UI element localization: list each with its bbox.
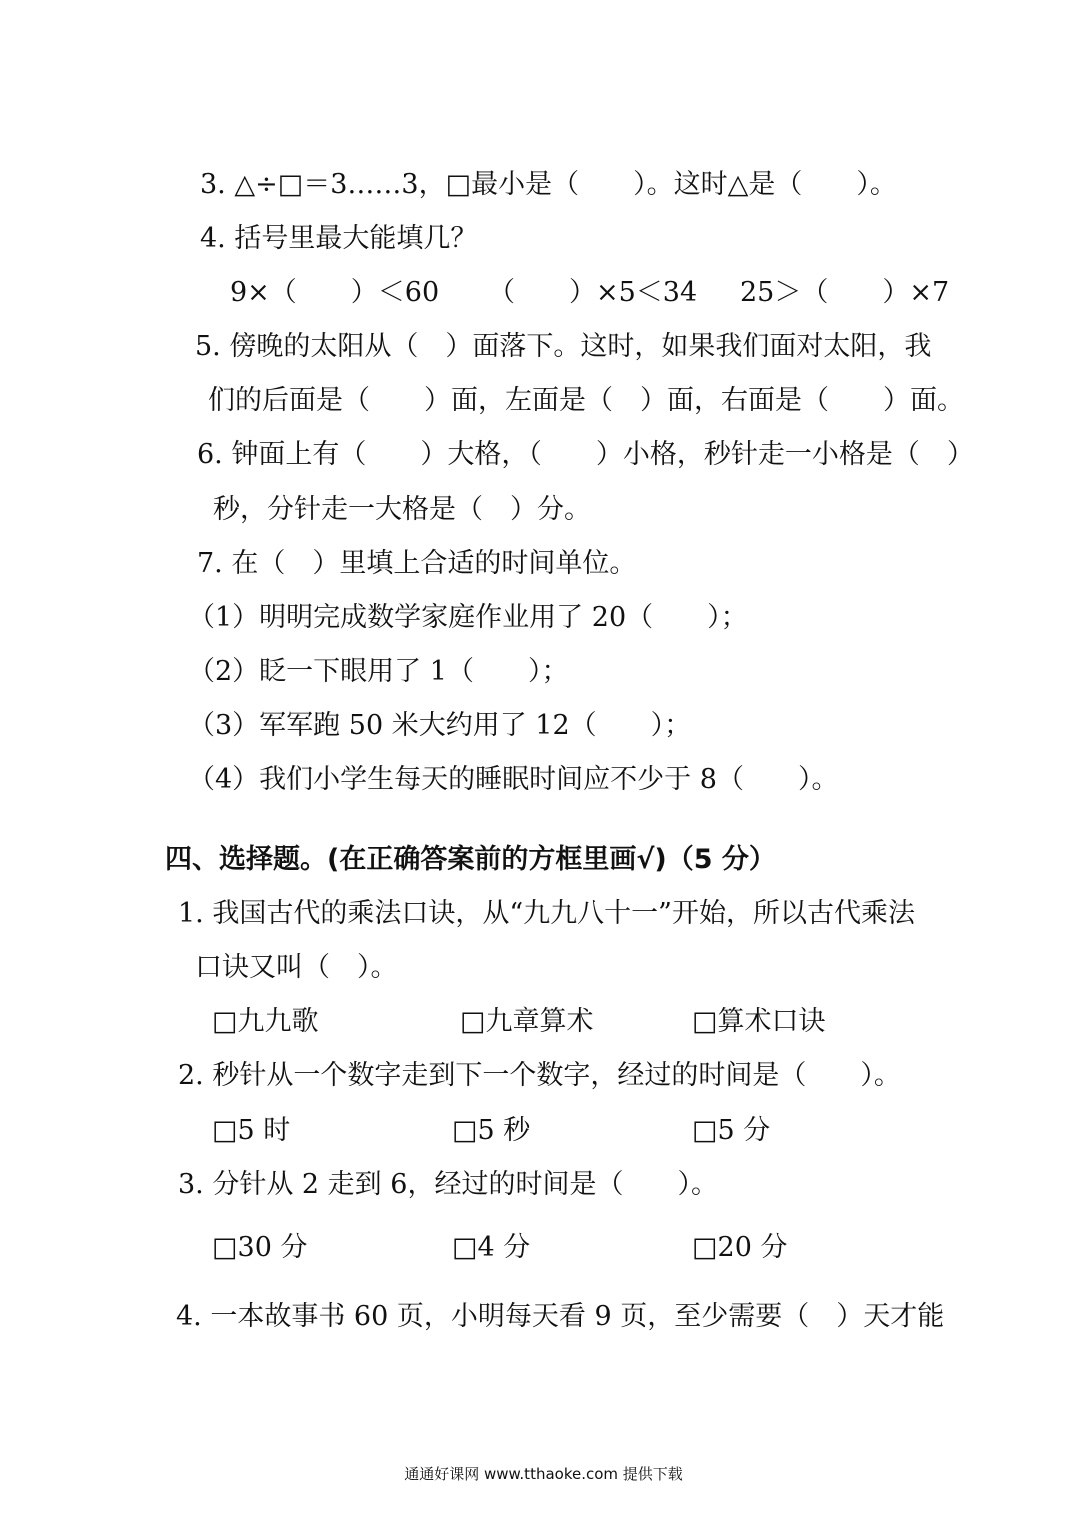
question-3-6-line-2: 秒，分针走一大格是（ ）分。 (213, 494, 591, 525)
question-3-4-item-3: 25＞（ ）×7 (740, 277, 950, 308)
question-4-1-option-2: □九章算术 (460, 1006, 594, 1037)
question-4-1-option-3: □算术口诀 (692, 1006, 826, 1037)
question-4-4-line-1: 4. 一本故事书 60 页，小明每天看 9 页，至少需要（ ）天才能 (176, 1301, 945, 1332)
question-3-7-item-1: （1）明明完成数学家庭作业用了 20（ ）； (188, 602, 748, 633)
section-4-heading: 四、选择题。(在正确答案前的方框里画√)（5 分） (165, 844, 776, 875)
question-3-4-item-1: 9×（ ）＜60 (230, 277, 440, 308)
question-3-7: 7. 在（ ）里填上合适的时间单位。 (197, 548, 637, 579)
question-4-1-line-2: 口诀又叫（ ）。 (195, 952, 398, 983)
question-4-2-option-3: □5 分 (692, 1115, 771, 1146)
question-4-2-option-1: □5 时 (212, 1115, 291, 1146)
question-4-2: 2. 秒针从一个数字走到下一个数字，经过的时间是（ ）。 (178, 1060, 901, 1091)
question-4-3-option-1: □30 分 (212, 1232, 308, 1263)
question-4-1-line-1: 1. 我国古代的乘法口诀，从“九九八十一”开始，所以古代乘法 (178, 898, 915, 929)
question-3-4-item-2: （ ）×5＜34 (488, 277, 698, 308)
question-4-3-option-2: □4 分 (452, 1232, 531, 1263)
question-4-2-option-2: □5 秒 (452, 1115, 531, 1146)
question-3-7-item-2: （2）眨一下眼用了 1（ ）； (188, 656, 569, 687)
download-footer: 通通好课网 www.tthaoke.com 提供下载 (404, 1465, 683, 1483)
question-4-1-option-1: □九九歌 (212, 1006, 319, 1037)
question-4-3: 3. 分针从 2 走到 6，经过的时间是（ ）。 (178, 1169, 718, 1200)
question-3-5-line-1: 5. 傍晚的太阳从（ ）面落下。这时，如果我们面对太阳，我 (195, 331, 932, 362)
question-3-3: 3. △÷□＝3……3，□最小是（ ）。这时△是（ ）。 (200, 169, 897, 200)
question-3-7-item-3: （3）军军跑 50 米大约用了 12（ ）； (188, 710, 692, 741)
question-3-4: 4. 括号里最大能填几？ (200, 223, 478, 254)
question-3-5-line-2: 们的后面是（ ）面，左面是（ ）面，右面是（ ）面。 (208, 385, 964, 416)
question-3-6-line-1: 6. 钟面上有（ ）大格，（ ）小格，秒针走一小格是（ ） (197, 439, 974, 470)
question-4-3-option-3: □20 分 (692, 1232, 788, 1263)
question-3-7-item-4: （4）我们小学生每天的睡眠时间应不少于 8（ ）。 (188, 764, 839, 795)
